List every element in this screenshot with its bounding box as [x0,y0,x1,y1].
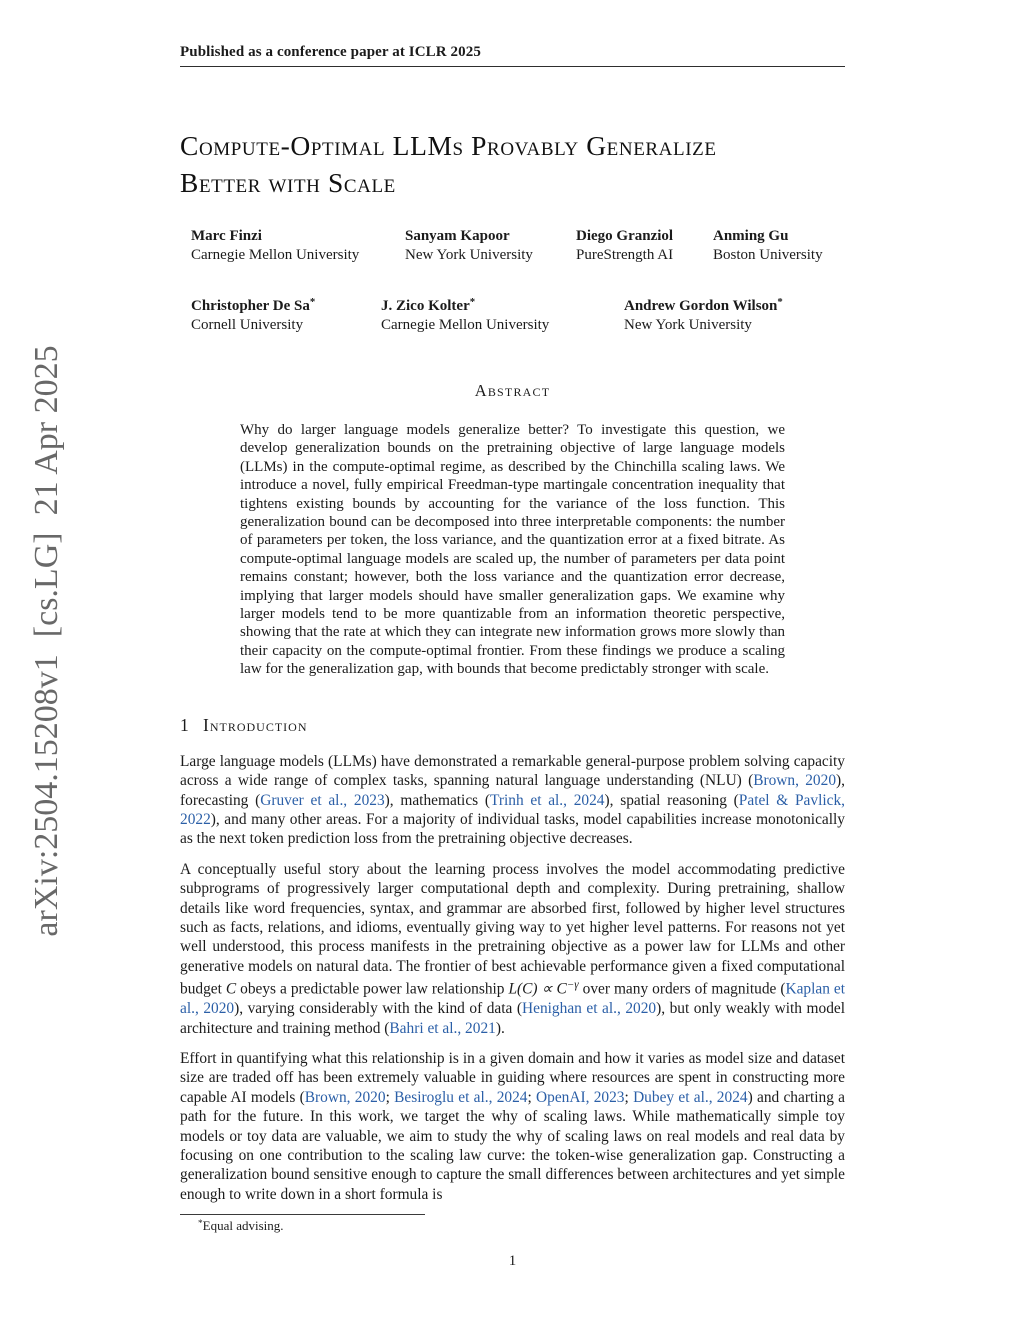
math-expression: L(C) ∝ C [508,980,567,998]
intro-paragraph-1 [180,752,845,849]
text-segment: ; [624,1088,634,1106]
citation-link[interactable]: Dubey et al., 2024 [633,1088,748,1106]
text-segment: of scaling laws. While mathematically simple toy models or toy data are valuable, we aim to study the why of scaling laws on real models and real data by focusing on one contribution to the scaling law curve: the token-wise generalization gap. Constructing a generalization bound sensitive enough to capture the small differences between architectures and yet simple enough to write down in a short formula is [180,1108,846,1203]
paper-title [180,127,845,201]
math-expression: C [225,980,237,998]
text-segment: ; [527,1088,537,1106]
author-affiliation: Cornell University [191,316,304,333]
citation-link[interactable]: Henighan et al., 2020 [522,1000,657,1018]
section-number: 1 [180,714,189,735]
citation-link[interactable]: Bahri et al., 2021 [389,1019,496,1037]
text-segment: it varies as model size and dataset size are traded off has been extremely valuable in guiding where resources are spent in constructing more capable AI models ( [180,1049,845,1106]
text-segment: how [604,1049,632,1067]
text-segment: over many orders of magnitude ( [578,980,786,998]
citation-link[interactable]: Kaplan et al., 2020 [180,980,846,1018]
text-segment: ), spatial reasoning ( [604,791,739,809]
author-j-zico-kolter [381,293,549,335]
author-name: Sanyam Kapoor [405,228,510,244]
author-affiliation: PureStrength AI [576,247,674,263]
text-segment: why [491,1108,518,1126]
text-segment: ), mathematics ( [384,791,490,809]
text-segment: generalization gaps. We examine why larger models tend to be more quantizable from an information theoretic perspective, showing that the rate at which they can integrate new information grows more slowly than their capacity on the compute-optimal frontier. From these findings we produce a scaling law for the generalization gap, with bounds that become predictably stronger with scale. [240,587,786,678]
text-segment: ). [495,1019,505,1037]
author-affiliation: Carnegie Mellon University [381,316,550,333]
author-name: Anming Gu [713,228,789,244]
author-name: Marc Finzi [191,228,262,244]
text-segment: ; [385,1088,395,1106]
equal-advising-mark: * [777,296,783,308]
citation-link[interactable]: Trinh et al., 2024 [490,791,605,809]
citation-link[interactable]: Patel & Pavlick, 2022 [180,791,845,828]
authors-row-1 [180,227,845,267]
footnote-text: Equal advising. [202,1218,284,1234]
text-segment: smaller [498,587,543,604]
footnote-mark: * [198,1218,203,1229]
author-name: Diego Granziol [576,228,674,244]
author-affiliation: Carnegie Mellon University [191,247,360,263]
section-1-heading [180,715,845,736]
author-name: J. Zico Kolter* [381,296,476,314]
section-title: Introduction [203,714,308,735]
text-segment: ) and charting a path for the future. In this work, we target the [180,1088,846,1126]
equal-advising-mark: * [309,296,316,308]
authors-row-2 [180,293,845,333]
author-anming-gu [713,227,823,265]
abstract-heading: Abstract [474,381,551,400]
text-segment: Why do larger language models generalize better? To investigate this question, we develop generalization bounds on the pretraining objective of large language models (LLMs) in the compute-optimal regime, as described by the Chinchilla scaling laws. We introduce a novel, fully empirical Freedman-type martingale concentration inequality that tightens existing bounds by accounting for the variance of the loss function. This generalization bound can be decomposed into three interpretable components: the number of parameters per token, the loss variance, and the quantization error at a fixed bitrate. As compute-optimal language models are scaled up, the number of parameters per data point remains constant; however, both the loss variance and the quantization error decrease, implying that larger models should have [240,422,785,604]
conference-header: Published as a conference paper at ICLR 2025 [180,44,481,60]
text-segment: Large language models (LLMs) have demonstrated a remarkable general-purpose problem solving capacity across a wide range of complex tasks, spanning natural language understanding (NLU) ( [180,752,845,790]
author-andrew-gordon-wilson [624,293,783,335]
text-segment: ), forecasting ( [180,772,846,809]
text-segment: A conceptually useful story about the learning process involves the model accommodating predictive subprograms of progressively larger computational depth and complexity. During pretraining, shallow details like word frequencies, syntax, and grammar are absorbed first, followed by higher level structures such as facts, relations, and idioms, eventually giving way to yet higher level patterns. For reasons not yet well understood, this process manifests in the pretraining objective as a power law for LLMs and other generative models on natural data. The frontier of best achievable performance given a fixed computational budget [180,860,845,998]
content-column [180,0,845,1234]
author-name: Christopher De Sa* [191,296,316,314]
text-segment: ), and many other areas. For a majority of individual tasks, model capabilities increase monotonically as the next token prediction loss from the pretraining objective decreases. [180,810,845,848]
header-rule [180,66,845,67]
footnote [180,1218,845,1234]
page-number: 1 [508,1253,517,1269]
text-segment: Effort in quantifying [180,1049,312,1067]
citation-link[interactable]: Gruver et al., 2023 [260,791,385,809]
equal-advising-mark: * [469,296,476,308]
author-marc-finzi [191,227,359,265]
author-sanyam-kapoor [405,227,533,265]
author-affiliation: New York University [405,247,533,263]
citation-link[interactable]: OpenAI, 2023 [536,1088,625,1106]
author-christopher-de-sa [191,293,315,335]
text-segment: this relationship is in a given domain and [341,1049,605,1067]
citation-link[interactable]: Besiroglu et al., 2024 [394,1088,528,1106]
intro-paragraph-3 [180,1049,845,1204]
author-name: Andrew Gordon Wilson* [624,296,783,314]
text-segment: obeys a predictable power law relationship [236,980,509,998]
arxiv-watermark: arXiv:2504.15208v1 [cs.LG] 21 Apr 2025 [28,345,65,937]
intro-paragraph-2 [180,860,845,1038]
paper-title-line2: Better with Scale [180,167,396,198]
abstract-text [240,421,785,679]
author-affiliation: Boston University [713,247,823,263]
text-segment: ), varying considerably with the kind of data ( [234,1000,523,1018]
citation-link[interactable]: Brown, 2020 [753,772,837,790]
math-expression: −γ [566,979,579,992]
footnote-rule [180,1214,425,1215]
paper-title-line1: Compute-Optimal LLMs Provably Generalize [180,130,717,161]
text-segment: ), but only weakly with model architecture and training method ( [180,1000,845,1037]
author-diego-granziol [576,227,673,265]
citation-link[interactable]: Brown, 2020 [304,1088,386,1106]
author-affiliation: New York University [624,316,752,333]
text-segment: what [311,1049,342,1067]
